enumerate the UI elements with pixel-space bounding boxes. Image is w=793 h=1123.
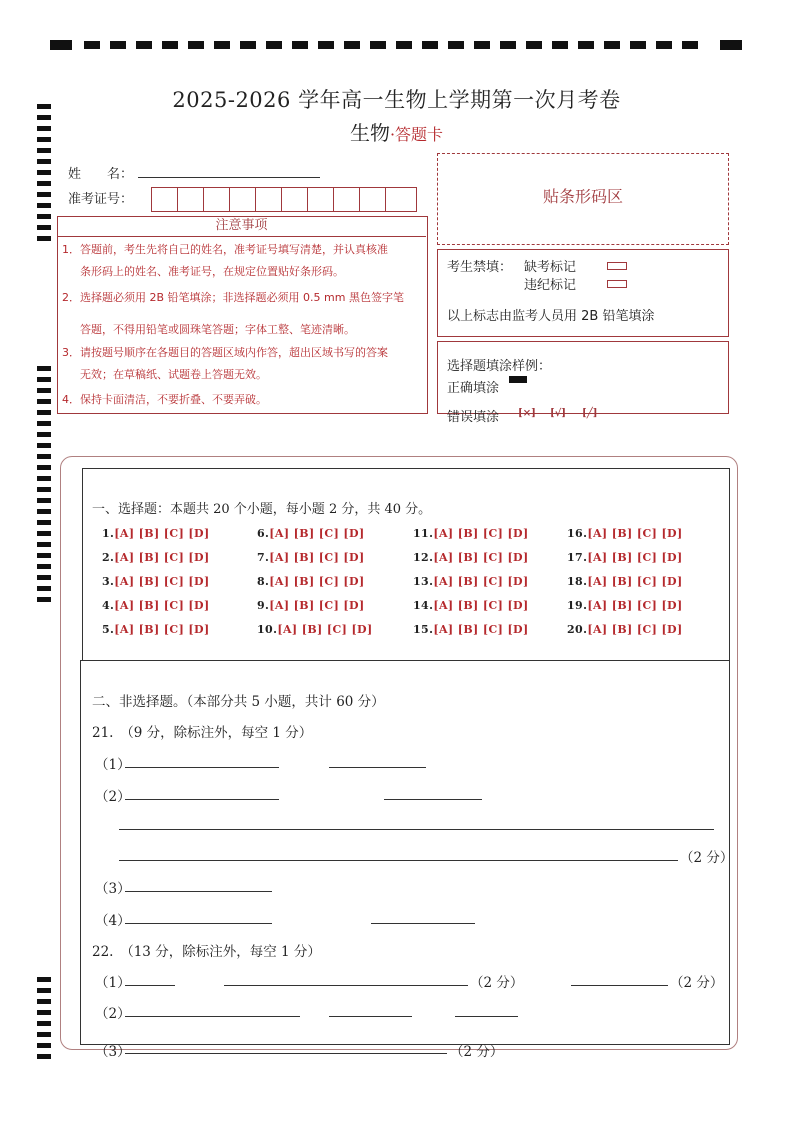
mcq-options: [A] [B] [C] [D] (433, 623, 529, 636)
mcq-options: [A] [B] [C] [D] (269, 551, 365, 564)
mcq-options: [A] [B] [C] [D] (433, 527, 529, 540)
mcq-num: 17. (567, 551, 588, 564)
mcq-11[interactable] (413, 527, 529, 540)
q22-title: 22. （13 分，除标注外，每空 1 分） (92, 944, 321, 960)
mcq-num: 18. (567, 575, 588, 588)
mcq-num: 6. (257, 527, 270, 540)
q22-part2-label: （2） (95, 1006, 131, 1022)
mcq-options: [A] [B] [C] [D] (269, 575, 365, 588)
mcq-5[interactable] (102, 623, 210, 636)
q22-part1-blank-a[interactable] (125, 985, 175, 986)
mcq-num: 19. (567, 599, 588, 612)
q21-part2-label: （2） (95, 789, 131, 805)
notice-item-2a: 2．选择题必须用 2B 铅笔填涂；非选择题必须用 0.5 mm 黑色签字笔 (62, 291, 404, 304)
violation-mark-label: 违纪标记 (524, 278, 577, 293)
mcq-options: [A] [B] [C] [D] (114, 575, 210, 588)
mcq-15[interactable] (413, 623, 529, 636)
q21-part1-blank-b[interactable] (329, 767, 426, 768)
correct-fill-label: 正确填涂 (447, 381, 500, 396)
q21-part4-blank-a[interactable] (125, 923, 272, 924)
notice-title: 注意事项 (57, 216, 426, 237)
q21-title: 21. （9 分，除标注外，每空 1 分） (92, 725, 313, 741)
q21-part2-score: （2 分） (680, 850, 734, 866)
mcq-16[interactable] (567, 527, 683, 540)
mcq-num: 1. (102, 527, 115, 540)
q22-part1-blank-c[interactable] (571, 985, 668, 986)
mcq-options: [A] [B] [C] [D] (587, 623, 683, 636)
mcq-num: 9. (257, 599, 270, 612)
q22-part2-blank-c[interactable] (455, 1016, 518, 1017)
q22-part2-blank-a[interactable] (125, 1016, 300, 1017)
mcq-17[interactable] (567, 551, 683, 564)
name-label: 姓 名： (68, 167, 134, 182)
mcq-options: [A] [B] [C] [D] (587, 527, 683, 540)
mcq-options: [A] [B] [C] [D] (587, 599, 683, 612)
fill-example-title: 选择题填涂样例： (447, 359, 552, 374)
q22-part1-blank-b[interactable] (224, 985, 468, 986)
mcq-9[interactable] (257, 599, 365, 612)
section1-title: 一、选择题：本题共 20 个小题，每小题 2 分，共 40 分。 (92, 502, 432, 517)
mcq-options: [A] [B] [C] [D] (114, 623, 210, 636)
wrong-fill-label: 错误填涂 (447, 410, 500, 425)
mcq-14[interactable] (413, 599, 529, 612)
q22-part2-blank-b[interactable] (329, 1016, 412, 1017)
q22-part3-score: （2 分） (450, 1044, 504, 1060)
mcq-options: [A] [B] [C] [D] (269, 527, 365, 540)
q21-part3-label: （3） (95, 881, 131, 897)
wrong-fill-mark-3: [╱] (582, 408, 598, 419)
mcq-options: [A] [B] [C] [D] (587, 575, 683, 588)
mcq-10[interactable] (257, 623, 373, 636)
q22-part1-score-b: （2 分） (670, 975, 724, 991)
mcq-2[interactable] (102, 551, 210, 564)
mcq-1[interactable] (102, 527, 210, 540)
mcq-8[interactable] (257, 575, 365, 588)
notice-item-2b: 答题，不得用铅笔或圆珠笔答题；字体工整、笔迹清晰。 (80, 323, 355, 336)
candidate-id-label: 准考证号： (68, 192, 134, 207)
mcq-num: 5. (102, 623, 115, 636)
section2-box (80, 660, 730, 1045)
mcq-options: [A] [B] [C] [D] (277, 623, 373, 636)
q21-part2-blank-a[interactable] (125, 799, 279, 800)
q21-part3-blank[interactable] (125, 891, 272, 892)
mcq-num: 15. (413, 623, 434, 636)
subject-label: 生物 (349, 121, 390, 145)
mcq-num: 11. (413, 527, 434, 540)
mcq-options: [A] [B] [C] [D] (433, 599, 529, 612)
barcode-label: 贴条形码区 (542, 187, 623, 206)
q21-part2-blank-d[interactable] (119, 860, 678, 861)
q22-part1-score-a: （2 分） (470, 975, 524, 991)
wrong-fill-mark-1: [×] (518, 408, 536, 419)
mcq-num: 7. (257, 551, 270, 564)
mcq-19[interactable] (567, 599, 683, 612)
mcq-options: [A] [B] [C] [D] (114, 527, 210, 540)
barcode-area (437, 153, 729, 245)
correct-fill-mark (509, 376, 527, 383)
q21-part1-label: （1） (95, 757, 131, 773)
mcq-options: [A] [B] [C] [D] (433, 551, 529, 564)
q22-part3-blank[interactable] (125, 1053, 447, 1054)
mcq-num: 4. (102, 599, 115, 612)
exam-ban-label: 考生禁填： (447, 260, 513, 275)
mcq-13[interactable] (413, 575, 529, 588)
mcq-num: 12. (413, 551, 434, 564)
mcq-num: 3. (102, 575, 115, 588)
q22-part1-label: （1） (95, 975, 131, 991)
page-subtitle (0, 117, 793, 146)
mcq-num: 8. (257, 575, 270, 588)
page-title: 2025-2026 学年高一生物上学期第一次月考卷 (172, 88, 621, 112)
mcq-20[interactable] (567, 623, 683, 636)
notice-item-3b: 无效；在草稿纸、试题卷上答题无效。 (80, 368, 267, 381)
mcq-4[interactable] (102, 599, 210, 612)
violation-mark-box[interactable] (607, 280, 627, 288)
mcq-7[interactable] (257, 551, 365, 564)
exam-ban-note: 以上标志由监考人员用 2B 铅笔填涂 (447, 309, 655, 324)
section2-title: 二、非选择题。（本部分共 5 小题，共计 60 分） (92, 694, 385, 710)
mcq-options: [A] [B] [C] [D] (587, 551, 683, 564)
mcq-num: 10. (257, 623, 278, 636)
absent-mark-label: 缺考标记 (524, 260, 577, 275)
mcq-options: [A] [B] [C] [D] (433, 575, 529, 588)
mcq-6[interactable] (257, 527, 365, 540)
mcq-num: 13. (413, 575, 434, 588)
mcq-num: 16. (567, 527, 588, 540)
q21-part2-blank-b[interactable] (384, 799, 482, 800)
notice-item-1a: 1．答题前，考生先将自己的姓名，准考证号填写清楚，并认真核准 (62, 243, 388, 256)
mcq-num: 20. (567, 623, 588, 636)
wrong-fill-mark-2: [√] (550, 408, 567, 419)
absent-mark-box[interactable] (607, 262, 627, 270)
mcq-12[interactable] (413, 551, 529, 564)
mcq-options: [A] [B] [C] [D] (114, 599, 210, 612)
q22-part3-label: （3） (95, 1044, 131, 1060)
notice-item-3a: 3．请按题号顺序在各题目的答题区域内作答，超出区域书写的答案 (62, 346, 388, 359)
name-field[interactable] (138, 177, 320, 178)
mcq-num: 2. (102, 551, 115, 564)
notice-item-1b: 条形码上的姓名、准考证号，在规定位置贴好条形码。 (80, 265, 344, 278)
q21-part4-blank-b[interactable] (371, 923, 475, 924)
mcq-options: [A] [B] [C] [D] (114, 551, 210, 564)
q21-part1-blank-a[interactable] (125, 767, 279, 768)
mcq-num: 14. (413, 599, 434, 612)
q21-part4-label: （4） (95, 913, 131, 929)
q21-part2-blank-c[interactable] (119, 829, 714, 830)
mcq-3[interactable] (102, 575, 210, 588)
subtitle-suffix: ·答题卡 (389, 125, 444, 144)
mcq-18[interactable] (567, 575, 683, 588)
mcq-options: [A] [B] [C] [D] (269, 599, 365, 612)
notice-item-4: 4．保持卡面清洁，不要折叠、不要弄破。 (62, 393, 267, 406)
